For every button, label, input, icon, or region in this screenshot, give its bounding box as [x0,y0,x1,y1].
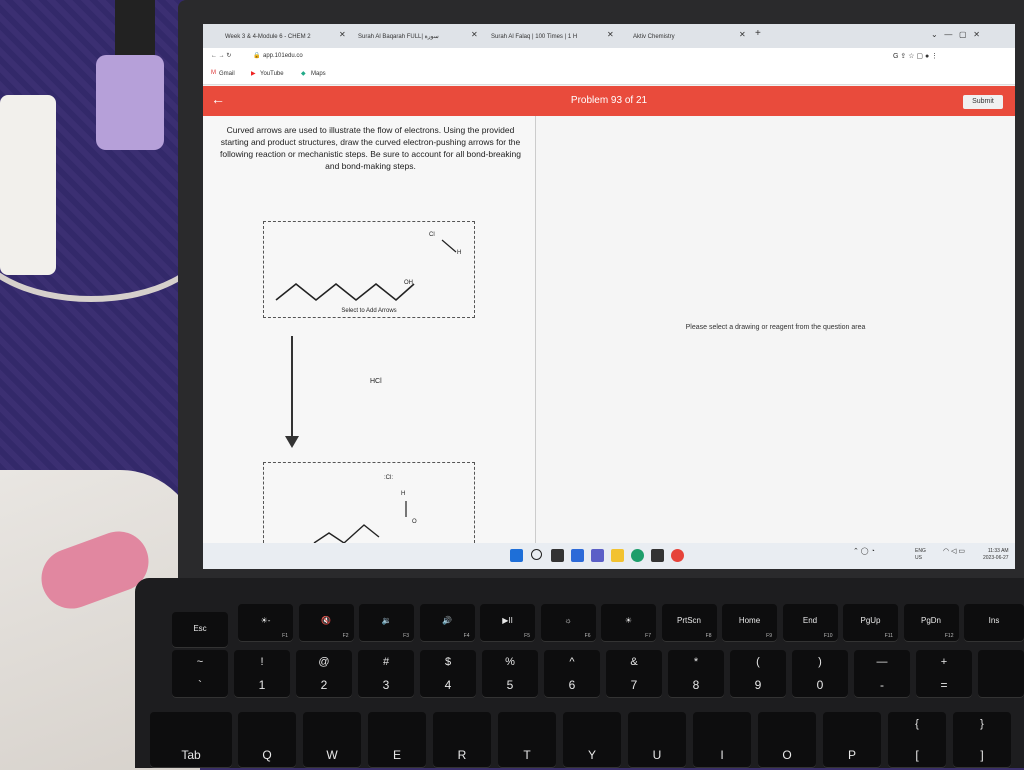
key-label: 7 [630,678,638,692]
key-label: 1 [258,678,266,692]
key-top-label: @ [318,656,330,668]
key-esc[interactable] [172,612,228,648]
key-u[interactable] [628,712,686,768]
key-8[interactable] [668,650,724,698]
key-1[interactable] [234,650,290,698]
key-p[interactable] [823,712,881,768]
h-label: H [457,250,462,256]
key-label: 5 [506,678,514,692]
key-[interactable] [953,712,1011,768]
teams-icon[interactable] [591,549,604,562]
key-y[interactable] [563,712,621,768]
reactant-structure [264,222,474,317]
key-fn-label: F5 [524,633,530,639]
nav-buttons-icon[interactable]: ← → ↻ [211,53,232,59]
key-label: P [847,748,856,762]
key-fn-label: F3 [403,633,409,639]
key-fn-label: F6 [584,633,591,639]
key-[interactable] [601,604,656,642]
key-top-label: — [876,656,888,668]
nail-polish-cap [115,0,155,60]
key-fn-label: F11 [884,633,893,639]
tab-surah-falaq[interactable]: Surah Al Falaq | 100 Times | 1 H [491,34,578,40]
key-e[interactable] [368,712,426,768]
tray-icons[interactable]: ⌃ ◯ ◔ [853,548,875,555]
window-controls[interactable]: ⌄ — ▢ ✕ [931,30,980,39]
key-label: PgDn [920,616,941,625]
chrome-icon[interactable] [671,549,684,562]
key-top-label: ( [756,656,760,668]
key-fn-label: F8 [705,633,712,639]
key-t[interactable] [498,712,556,768]
key-label: Y [587,748,596,762]
problem-title: Problem 93 of 21 [570,95,648,106]
key-fn-label: F12 [944,633,954,639]
key-label: Home [738,616,761,625]
gmail-icon: M [211,70,216,76]
oh-label: OH [404,280,413,286]
submit-button[interactable]: Submit [963,95,1003,109]
back-arrow-icon[interactable]: ← [211,91,225,107]
extension-icons[interactable]: G ⇪ ☆ ▢ ● ⋮ [893,53,939,60]
key-q[interactable] [238,712,296,768]
key-label: ▶II [502,616,513,625]
problem-header [203,86,1015,116]
key-[interactable] [420,604,475,642]
key-top-label: ! [260,656,264,668]
chloride-label: :Cl: [384,475,393,481]
key-[interactable] [916,650,972,698]
key-label: ☀- [260,616,271,625]
key-label: [ [915,748,919,762]
key-top-label: $ [444,656,452,668]
key-label: 2 [320,678,328,692]
key-label: 🔉 [381,616,392,625]
select-arrows-label[interactable]: Select to Add Arrows [341,308,397,314]
key-[interactable] [888,712,946,768]
key-prtscn[interactable] [662,604,717,642]
laptop-screen [203,24,1015,569]
key-label: PgUp [860,616,881,625]
reaction-arrow [291,336,293,441]
key-top-label: & [630,656,638,668]
widgets-icon[interactable] [571,549,584,562]
key-home[interactable] [722,604,777,642]
key-top-label: ) [818,656,822,668]
drawing-area[interactable] [536,116,1015,543]
key-fn-label: F4 [463,633,470,639]
key-label: ☼ [564,616,572,625]
key-5[interactable] [482,650,538,698]
question-text: Curved arrows are used to illustrate the flow of electrons. Using the provided starting and product structures, draw the curved electron-pushing arrows for the following reaction or mechanistic steps. Be sure to account for all bond-breaking and bond-making steps. [220,125,521,171]
key-label: 4 [444,678,452,692]
key-[interactable] [172,650,228,698]
task-view-icon[interactable] [551,549,564,562]
key-label: ☀ [624,616,633,625]
key-6[interactable] [544,650,600,698]
key-ins[interactable] [964,604,1024,642]
key-top-label: } [980,718,984,730]
key-[interactable] [541,604,596,642]
key-label: Q [262,748,272,762]
bookmark-gmail[interactable]: Gmail [219,71,235,77]
key-label: E [392,748,401,762]
tab-week-module[interactable]: Week 3 & 4-Module 6 - CHEM 2 [225,34,311,40]
windows-taskbar [203,543,1015,569]
key-fn-label: F9 [766,633,772,639]
key-fn-label: F2 [342,633,349,639]
key-fn-label: F1 [282,633,288,639]
key-4[interactable] [420,650,476,698]
close-icon[interactable]: ✕ [339,30,346,39]
file-explorer-icon[interactable] [611,549,624,562]
key-top-label: ~ [196,656,204,668]
bookmarks-bar [203,66,1015,85]
key-label: 0 [816,678,824,692]
close-icon[interactable]: ✕ [739,30,746,39]
language-indicator[interactable]: ENG US [915,548,926,561]
key-pgdn[interactable] [904,604,959,642]
key-label: 3 [382,678,390,692]
address-bar [203,48,1015,66]
key-o[interactable] [758,712,816,768]
product-o-label: O [412,519,417,525]
key-label: Esc [193,624,207,633]
key-label: PrtScn [676,616,701,625]
key-r[interactable] [433,712,491,768]
key-label: = [940,678,948,692]
key-label: 8 [692,678,700,692]
key-label: 6 [568,678,576,692]
bookmark-maps[interactable]: Maps [311,71,326,77]
key-label: ` [198,678,202,692]
wifi-volume-battery-icons[interactable]: ◠ ◁ ▭ [943,548,965,555]
key-[interactable] [238,604,293,642]
key-w[interactable] [303,712,361,768]
key-top-label: # [382,656,390,668]
key-label: I [720,748,724,762]
bookmark-youtube[interactable]: YouTube [260,71,284,77]
key-top-label: * [693,656,699,668]
key-9[interactable] [730,650,786,698]
drawing-placeholder: Please select a drawing or reagent from the question area [685,324,866,331]
reaction-arrowhead [285,436,299,448]
question-panel [203,116,536,543]
key-3[interactable] [358,650,414,698]
key-label: Tab [181,748,201,762]
lock-icon: 🔒 [253,53,261,59]
key-pgup[interactable] [843,604,898,642]
key-fn-label: F10 [823,633,833,639]
key-label: U [652,748,662,762]
edge-icon[interactable] [631,549,644,562]
tab-surah-baqarah[interactable]: Surah Al Baqarah FULL| سورة [358,34,439,40]
nail-polish-bottle [96,55,164,150]
key-[interactable] [978,650,1024,698]
key-fn-label: F7 [645,633,651,639]
close-icon[interactable]: ✕ [607,30,614,39]
search-icon[interactable] [531,549,542,560]
key-label: O [782,748,792,762]
reagent-label: HCl [370,378,382,385]
key-top-label: ^ [569,656,575,668]
key-label: End [802,616,818,625]
key-label: W [326,748,338,762]
key-label: - [880,678,884,692]
key-[interactable] [359,604,414,642]
key-7[interactable] [606,650,662,698]
key-top-label: + [940,656,948,668]
key-i[interactable] [693,712,751,768]
key-label: Ins [988,616,1000,625]
cl-label: Cl [429,232,435,238]
product-structure [264,463,474,543]
key-ii[interactable] [480,604,535,642]
youtube-icon: ▶ [251,71,256,77]
key-tab[interactable] [150,712,232,768]
tab-aktiv-chemistry[interactable]: Aktiv Chemistry [633,34,675,40]
windows-start-icon[interactable] [510,549,523,562]
close-icon[interactable]: ✕ [471,30,478,39]
browser-tab-bar [203,24,1015,48]
key-label: R [457,748,467,762]
new-tab-button[interactable]: + [755,28,761,39]
key-label: 🔊 [442,616,452,625]
reactant-box[interactable] [263,221,475,318]
key-2[interactable] [296,650,352,698]
key-label: T [523,748,531,762]
product-box[interactable] [263,462,475,543]
key-0[interactable] [792,650,848,698]
clock[interactable]: 11:33 AM 2023-06-27 [983,548,1009,561]
url-field[interactable]: app.101edu.co [263,53,303,59]
key-label: ] [980,748,984,762]
maps-icon: ◆ [301,71,306,77]
key-label: 🔇 [321,616,331,625]
product-h-label: H [401,491,406,497]
store-icon[interactable] [651,549,664,562]
key-[interactable] [299,604,354,642]
key-top-label: { [915,718,919,730]
key-top-label: % [505,656,515,668]
key-[interactable] [854,650,910,698]
key-end[interactable] [783,604,838,642]
key-label: 9 [754,678,762,692]
